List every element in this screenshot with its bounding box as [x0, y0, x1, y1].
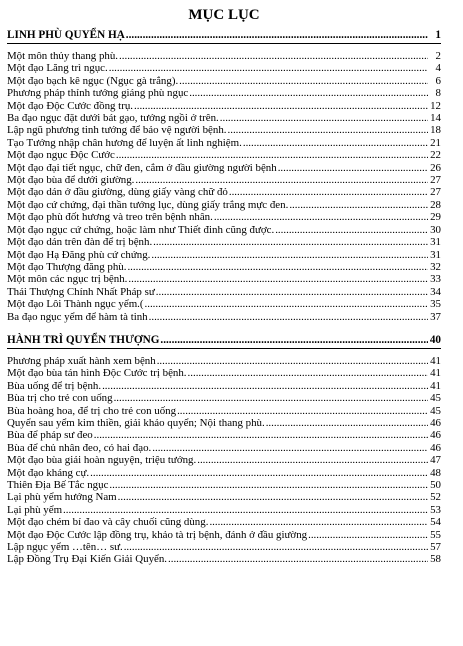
toc-entry-page-number: 45: [430, 404, 441, 417]
toc-entry-text: Thiên Địa Bế Tắc ngục: [7, 479, 109, 491]
toc-entry-page-number: 47: [430, 454, 441, 467]
toc-entry[interactable]: [7, 249, 441, 261]
toc-entry[interactable]: [7, 429, 441, 441]
dot-leader: [214, 211, 428, 223]
toc-entry-page-number: 8: [435, 87, 441, 100]
toc-entry-text: Ba đạo ngục yểm để hàm tà tinh: [7, 310, 148, 323]
dot-leader: [94, 429, 428, 441]
toc-entry-page-number: 55: [430, 528, 441, 541]
dot-leader: [151, 249, 428, 261]
toc-entry-text: Một môn thủy thang phù.: [7, 50, 119, 62]
toc-entry-page-number: 29: [430, 211, 441, 224]
toc-entry[interactable]: [7, 467, 441, 479]
dot-leader: [209, 516, 428, 528]
toc-entry-page-number: 2: [435, 50, 441, 62]
dot-leader: [197, 454, 428, 466]
toc-entry[interactable]: [7, 553, 441, 565]
toc-entry-text: Một đạo bạch kê ngục (Ngục gà trắng).: [7, 74, 179, 87]
dot-leader: [152, 442, 428, 454]
dot-leader: [90, 467, 428, 479]
toc-entry-text: Một môn các ngục trị bệnh.: [7, 273, 128, 286]
toc-entry[interactable]: [7, 298, 441, 310]
dot-leader: [127, 261, 428, 273]
section-page-number: 1: [435, 29, 441, 41]
toc-entry[interactable]: [7, 367, 441, 379]
toc-entry-text: Một đạo Độc Cước lập đồng trụ, khảo tà trị bệnh, đánh ở đầu giường: [7, 528, 308, 541]
dot-leader: [118, 491, 428, 503]
toc-entry-page-number: 12: [430, 99, 441, 112]
dot-leader: [189, 87, 428, 99]
toc-entry-page-number: 54: [430, 516, 441, 529]
toc-entry-text: Bùa để pháp sư đeo: [7, 429, 93, 442]
section-gap: [7, 323, 441, 333]
toc-entry-text: Một đạo bùa tán hình Độc Cước trị bệnh.: [7, 367, 187, 380]
toc-entry-page-number: 30: [430, 223, 441, 236]
toc-entry-text: Lập ngũ phương tinh tướng để bảo vệ người bệnh.: [7, 124, 227, 137]
table-of-contents: [7, 28, 441, 566]
toc-entry[interactable]: [7, 112, 441, 124]
toc-entry-text: Một đạo Độc Cước đồng trụ.: [7, 99, 133, 112]
toc-entry-text: Một đạo Lăng trì ngục.: [7, 62, 108, 75]
toc-entry[interactable]: [7, 273, 441, 285]
toc-entry[interactable]: [7, 87, 441, 99]
toc-entry-page-number: 28: [430, 198, 441, 211]
toc-entry-page-number: 41: [430, 379, 441, 392]
toc-entry[interactable]: [7, 504, 441, 516]
dot-leader: [109, 62, 428, 74]
toc-entry[interactable]: [7, 186, 441, 198]
toc-entry-page-number: 33: [430, 273, 441, 286]
toc-entry[interactable]: [7, 286, 441, 298]
toc-entry-text: Một đạo ngục cứ chứng, hoặc làm như Thiết đinh cũng được.: [7, 223, 275, 236]
dot-leader: [278, 162, 428, 174]
toc-entry-text: Một đạo bùa giải hoàn nguyện, triệu tướng.: [7, 454, 197, 467]
toc-entry[interactable]: [7, 137, 441, 149]
toc-entry[interactable]: [7, 529, 441, 541]
dot-leader: [153, 236, 428, 248]
toc-entry-text: Lập Đồng Trụ Đại Kiến Giải Quyển.: [7, 553, 168, 566]
toc-entry[interactable]: [7, 75, 441, 87]
toc-entry[interactable]: [7, 311, 441, 323]
toc-entry[interactable]: [7, 199, 441, 211]
toc-entry[interactable]: [7, 162, 441, 174]
toc-entry-text: Lập ngục yểm …tên… sư.: [7, 541, 123, 554]
dot-leader: [109, 479, 428, 491]
toc-entry-text: Bùa uống để trị bệnh.: [7, 379, 102, 392]
toc-entry[interactable]: [7, 442, 441, 454]
toc-entry-text: Một đạo chém bí đao và cây chuối cũng dùng.: [7, 516, 209, 529]
toc-entry[interactable]: [7, 479, 441, 491]
toc-entry-page-number: 46: [430, 441, 441, 454]
toc-entry-text: Lại phù yểm: [7, 503, 63, 516]
dot-leader: [116, 149, 428, 161]
toc-entry-page-number: 31: [430, 236, 441, 249]
section-rule: [7, 43, 441, 44]
dot-leader: [220, 112, 428, 124]
toc-entry-text: Tạo Tướng nhập chân hương để luyện ất linh nghiệm.: [7, 136, 242, 149]
toc-entry-page-number: 27: [430, 186, 441, 199]
dot-leader: [156, 286, 428, 298]
dot-leader: [289, 199, 428, 211]
dot-leader: [168, 553, 428, 565]
toc-entry-page-number: 37: [430, 310, 441, 323]
dot-leader: [177, 405, 428, 417]
toc-entry-text: Một đạo ngục Độc Cước: [7, 149, 115, 162]
dot-leader: [128, 273, 428, 285]
toc-entry[interactable]: [7, 211, 441, 223]
toc-entry-page-number: 32: [430, 260, 441, 273]
section-rule: [7, 348, 441, 349]
section-heading[interactable]: [7, 28, 441, 42]
toc-entry[interactable]: [7, 124, 441, 136]
toc-entry[interactable]: [7, 541, 441, 553]
dot-leader: [188, 367, 428, 379]
toc-entry-text: Ba đạo ngục đặt dưới bát gạo, tướng ngồi ở trên.: [7, 112, 219, 125]
toc-entry[interactable]: [7, 380, 441, 392]
toc-entry-page-number: 45: [430, 392, 441, 405]
toc-entry-text: Bùa để chủ nhân đeo, có hai đạo.: [7, 441, 152, 454]
toc-entry-text: Thái Thượng Chính Nhất Pháp sư: [7, 285, 155, 298]
dot-leader: [119, 50, 428, 62]
toc-entry-page-number: 35: [430, 298, 441, 311]
dot-leader: [102, 380, 428, 392]
toc-entry-text: Một đạo Thượng đăng phù.: [7, 260, 127, 273]
toc-entry-text: Một đạo bùa để dưới giường.: [7, 174, 135, 187]
toc-entry[interactable]: [7, 417, 441, 429]
toc-entry-page-number: 58: [430, 553, 441, 566]
dot-leader: [160, 333, 428, 347]
toc-entry-text: Một đạo dán ở đầu giường, dùng giấy vàng chữ đỏ: [7, 186, 228, 199]
toc-entry-page-number: 21: [430, 136, 441, 149]
toc-entry-page-number: 22: [430, 149, 441, 162]
toc-entry-text: Một đạo đại tiết ngục, chữ đen, cắm ở đầu giường người bệnh: [7, 161, 277, 174]
toc-entry[interactable]: [7, 174, 441, 186]
dot-leader: [124, 541, 428, 553]
toc-entry-page-number: 26: [430, 161, 441, 174]
dot-leader: [229, 186, 428, 198]
dot-leader: [228, 124, 429, 136]
toc-entry[interactable]: [7, 405, 441, 417]
toc-entry[interactable]: [7, 236, 441, 248]
toc-entry-page-number: 57: [430, 541, 441, 554]
toc-entry-page-number: 18: [430, 124, 441, 137]
dot-leader: [114, 392, 428, 404]
toc-entry-text: Phương pháp thỉnh tướng giáng phù ngục: [7, 87, 189, 100]
toc-entry[interactable]: [7, 491, 441, 503]
toc-entry-text: Phương pháp xuất hành xem bệnh: [7, 354, 156, 367]
toc-entry-page-number: 4: [435, 62, 441, 75]
dot-leader: [308, 529, 428, 541]
dot-leader: [179, 75, 428, 87]
dot-leader: [126, 28, 428, 42]
toc-entry[interactable]: [7, 261, 441, 273]
toc-entry-text: Bùa hoàng hoa, để trị cho trẻ con uống: [7, 404, 177, 417]
section-heading-text: HÀNH TRÌ QUYỂN THƯỢNG: [7, 333, 160, 346]
toc-entry[interactable]: [7, 50, 441, 62]
dot-leader: [266, 417, 428, 429]
toc-entry[interactable]: [7, 224, 441, 236]
toc-entry-page-number: 52: [430, 491, 441, 504]
toc-entry-page-number: 41: [430, 367, 441, 380]
toc-entry-text: Bùa trị cho trẻ con uống: [7, 392, 113, 405]
dot-leader: [145, 298, 428, 310]
toc-entry-page-number: 41: [430, 354, 441, 367]
toc-entry-page-number: 50: [430, 479, 441, 491]
toc-entry[interactable]: [7, 100, 441, 112]
dot-leader: [135, 174, 428, 186]
toc-entry[interactable]: [7, 392, 441, 404]
toc-entry-text: Quyển sau yểm kim thiền, giải khảo quyển; Nội thang phù.: [7, 416, 265, 429]
toc-entry-page-number: 14: [430, 112, 441, 125]
toc-entry[interactable]: [7, 516, 441, 528]
page-title: MỤC LỤC: [188, 7, 260, 23]
toc-entry-page-number: 53: [430, 503, 441, 516]
toc-entry[interactable]: [7, 62, 441, 74]
dot-leader: [243, 137, 428, 149]
toc-entry-page-number: 46: [430, 429, 441, 442]
toc-entry-text: Một đạo Hạ Đăng phù cứ chứng.: [7, 248, 151, 261]
toc-entry-page-number: 34: [430, 285, 441, 298]
dot-leader: [157, 355, 428, 367]
toc-entry-page-number: 48: [430, 466, 441, 479]
toc-entry-text: Một đạo cứ chứng, đại thần tướng lục, dùng giấy trắng mực đen.: [7, 198, 289, 211]
toc-entry-page-number: 6: [435, 74, 441, 87]
toc-entry-text: Lại phù yểm hướng Nam: [7, 491, 117, 504]
dot-leader: [275, 224, 428, 236]
toc-entry-page-number: 31: [430, 248, 441, 261]
toc-entry-text: Một đạo Lôi Thành ngục yểm.(: [7, 298, 144, 311]
toc-entry-text: Một đạo phù đốt hương và treo trên bệnh nhân.: [7, 211, 213, 224]
section-page-number: 40: [429, 333, 441, 346]
section-heading[interactable]: [7, 333, 441, 347]
toc-entry[interactable]: [7, 454, 441, 466]
toc-entry[interactable]: [7, 355, 441, 367]
toc-entry-text: Một đạo kháng cự.: [7, 466, 90, 479]
section-heading-text: LINH PHÙ QUYỂN HẠ: [7, 29, 125, 41]
toc-entry[interactable]: [7, 149, 441, 161]
dot-leader: [134, 100, 428, 112]
toc-entry-text: Một đạo dán trên đàn để trị bệnh.: [7, 236, 153, 249]
dot-leader: [63, 504, 428, 516]
dot-leader: [149, 311, 428, 323]
toc-entry-page-number: 27: [430, 174, 441, 187]
toc-entry-page-number: 46: [430, 416, 441, 429]
